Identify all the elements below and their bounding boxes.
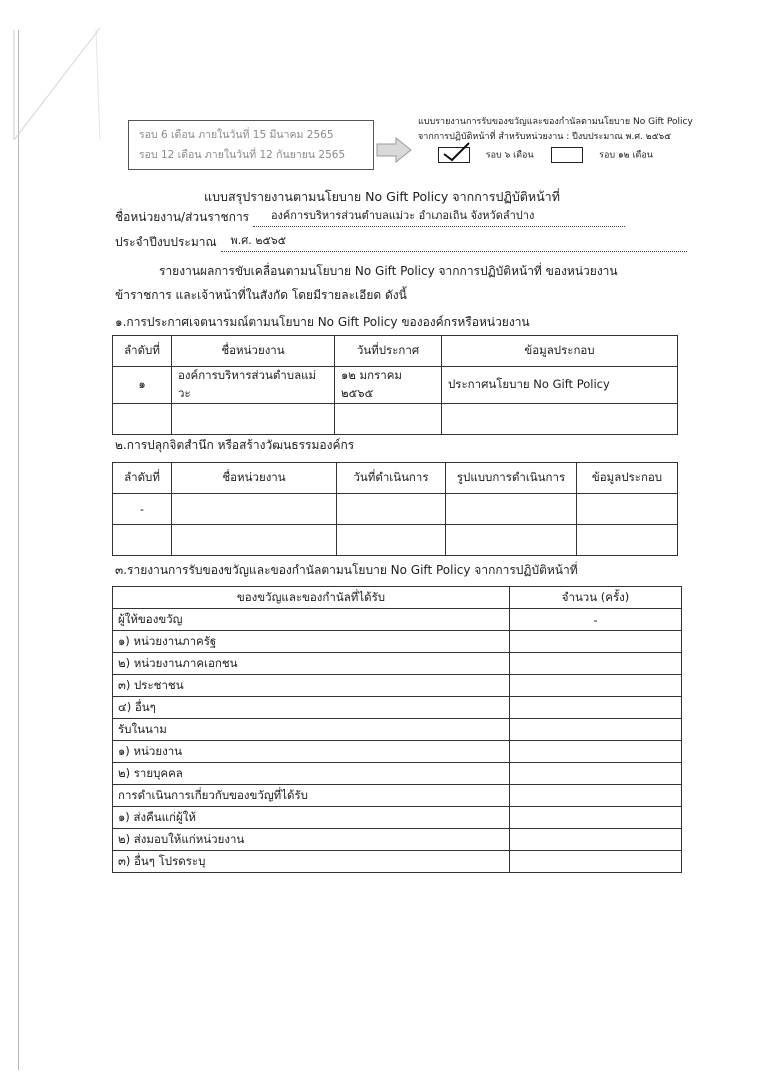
table-row — [113, 807, 682, 829]
table-row — [113, 525, 678, 556]
table-row — [113, 829, 682, 851]
intro-paragraph — [115, 259, 690, 307]
table-header-row — [113, 587, 682, 609]
col-gift: ของขวัญและของกำนัลที่ได้รับ — [113, 587, 510, 609]
deadline-box — [128, 120, 374, 170]
item-handover: ๒) ส่งมอบให้แก่หน่วยงาน — [113, 829, 510, 851]
agency-value: องค์การบริหารส่วนตำบลแม่วะ อำเภอเถิน จังหวัดลำปาง — [270, 209, 535, 222]
table-row — [113, 367, 678, 404]
row-agency: องค์การบริหารส่วนตำบลแม่วะ — [172, 367, 335, 404]
table-row — [113, 763, 682, 785]
scan-edge — [18, 30, 19, 1070]
table-row — [113, 404, 678, 435]
group-giver-count: - — [510, 609, 682, 631]
row-date: ๑๒ มกราคม ๒๕๖๕ — [335, 367, 442, 404]
fiscal-year-value: พ.ศ. ๒๕๖๕ — [230, 234, 287, 247]
report-form-subtitle: จากการปฏิบัติหน้าที่ สำหรับหน่วยงาน : ปีงบประมาณ พ.ศ. ๒๕๖๕ — [418, 132, 672, 142]
item-return: ๑) ส่งคืนแก่ผู้ให้ — [113, 807, 510, 829]
table-row — [113, 851, 682, 873]
col-method: รูปแบบการดำเนินการ — [446, 463, 577, 494]
table-row — [113, 631, 682, 653]
item-public: ๓) ประชาชน — [113, 675, 510, 697]
deadline-12-month: รอบ 12 เดือน ภายในวันที่ 12 กันยายน 2565 — [139, 149, 346, 161]
section2-table — [112, 462, 678, 556]
col-count: จำนวน (ครั้ง) — [510, 587, 682, 609]
table-header-row — [113, 463, 678, 494]
round-selection — [438, 147, 653, 163]
col-agency: ชื่อหน่วยงาน — [172, 336, 335, 367]
agency-field — [253, 209, 625, 227]
deadline-6-month: รอบ 6 เดือน ภายในวันที่ 15 มีนาคม 2565 — [139, 129, 334, 141]
fiscal-year-field — [221, 234, 687, 252]
table-row — [113, 653, 682, 675]
col-no: ลำดับที่ — [113, 336, 172, 367]
round-12-checkbox[interactable] — [551, 147, 583, 163]
round-6-checkbox[interactable] — [438, 147, 470, 163]
item-agency: ๑) หน่วยงาน — [113, 741, 510, 763]
folded-corner-mark — [0, 0, 120, 150]
col-agency: ชื่อหน่วยงาน — [172, 463, 337, 494]
row-no: ๑ — [113, 367, 172, 404]
intro-line-2: ข้าราชการ และเจ้าหน้าที่ในสังกัด โดยมีรายละเอียด ดังนี้ — [115, 288, 407, 302]
agency-label: ชื่อหน่วยงาน/ส่วนราชการ — [115, 210, 250, 224]
section1-table — [112, 335, 678, 435]
round-12-label: รอบ ๑๒ เดือน — [599, 150, 653, 161]
item-other: ๔) อื่นๆ — [113, 697, 510, 719]
intro-line-1: รายงานผลการขับเคลื่อนตามนโยบาย No Gift Policy จากการปฏิบัติหน้าที่ ของหน่วยงาน — [159, 264, 618, 278]
round-6-label: รอบ ๖ เดือน — [485, 150, 534, 161]
report-form-header — [418, 115, 718, 145]
agency-row — [115, 208, 625, 227]
arrow-right-icon — [376, 137, 412, 163]
col-no: ลำดับที่ — [113, 463, 172, 494]
item-private-agency: ๒) หน่วยงานภาคเอกชน — [113, 653, 510, 675]
table-row — [113, 675, 682, 697]
table-row — [113, 494, 678, 525]
table-header-row — [113, 336, 678, 367]
col-date: วันที่ดำเนินการ — [337, 463, 446, 494]
checkmark-icon — [441, 142, 471, 162]
table-row — [113, 697, 682, 719]
fiscal-year-label: ประจำปีงบประมาณ — [115, 235, 217, 249]
row-info: ประกาศนโยบาย No Gift Policy — [442, 367, 678, 404]
fiscal-year-row — [115, 233, 687, 252]
group-actions: การดำเนินการเกี่ยวกับของขวัญที่ได้รับ — [113, 785, 510, 807]
item-gov-agency: ๑) หน่วยงานภาครัฐ — [113, 631, 510, 653]
section3-heading: ๓.รายงานการรับของขวัญและของกำนัลตามนโยบาย No Gift Policy จากการปฏิบัติหน้าที่ — [115, 563, 578, 577]
group-row — [113, 785, 682, 807]
item-other-specify: ๓) อื่นๆ โปรดระบุ — [113, 851, 510, 873]
col-info: ข้อมูลประกอบ — [577, 463, 678, 494]
section2-heading: ๒.การปลุกจิตสำนึก หรือสร้างวัฒนธรรมองค์กร — [115, 438, 355, 452]
row-no: - — [113, 494, 172, 525]
item-individual: ๒) รายบุคคล — [113, 763, 510, 785]
group-row — [113, 609, 682, 631]
group-row — [113, 719, 682, 741]
section1-heading: ๑.การประกาศเจตนารมณ์ตามนโยบาย No Gift Policy ขององค์กรหรือหน่วยงาน — [115, 315, 530, 329]
document-title: แบบสรุปรายงานตามนโยบาย No Gift Policy จากการปฏิบัติหน้าที่ — [204, 189, 560, 204]
group-giver: ผู้ให้ของขวัญ — [113, 609, 510, 631]
section3-table — [112, 586, 682, 873]
col-info: ข้อมูลประกอบ — [442, 336, 678, 367]
group-received-as: รับในนาม — [113, 719, 510, 741]
col-date: วันที่ประกาศ — [335, 336, 442, 367]
table-row — [113, 741, 682, 763]
report-form-title: แบบรายงานการรับของขวัญและของกำนัลตามนโยบาย No Gift Policy — [418, 117, 693, 127]
